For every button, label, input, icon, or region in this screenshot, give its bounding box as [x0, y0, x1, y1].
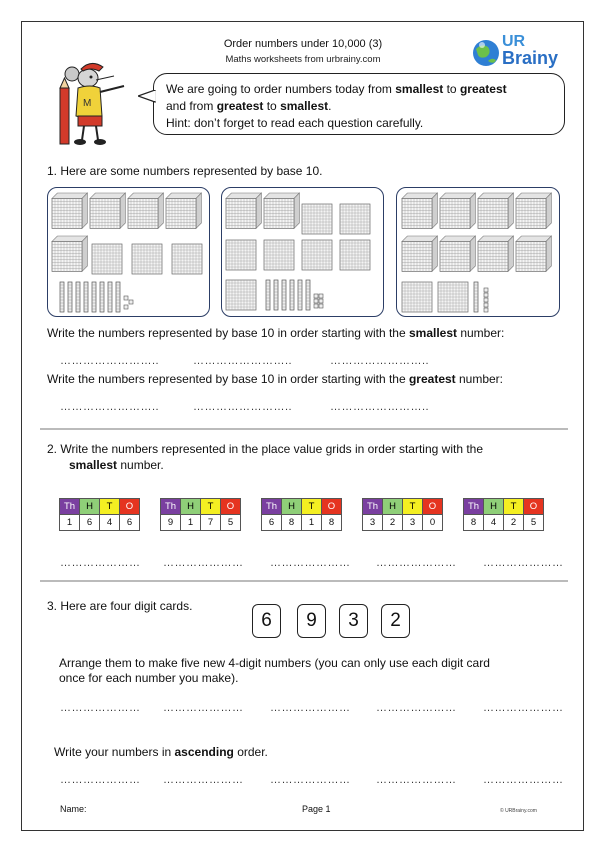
grid-header-cell: H	[382, 498, 403, 515]
thousand-cube	[440, 236, 475, 271]
bubble-bold-greatest: greatest	[459, 82, 507, 96]
page-number: Page 1	[302, 804, 331, 814]
prompt-text: number.	[117, 458, 164, 472]
q3-instruction-ascending	[54, 745, 268, 759]
hundred-square	[264, 240, 294, 270]
grid-header-cell: Th	[59, 498, 80, 515]
instruction-text: Write your numbers in	[54, 745, 175, 759]
grid-digit-cell: 3	[402, 514, 423, 531]
q1-instruction-greatest	[47, 372, 503, 386]
digit-card: 6	[252, 604, 281, 638]
answer-line[interactable]: …………………	[376, 557, 457, 569]
thousand-cube	[52, 193, 87, 228]
grid-digit-cell: 4	[99, 514, 120, 531]
unit-cube	[124, 296, 128, 300]
ten-rod	[116, 282, 120, 312]
place-value-grid	[59, 498, 139, 531]
ten-rod	[282, 280, 286, 310]
q1-instruction-smallest	[47, 326, 504, 340]
bubble-text: and from	[166, 99, 217, 113]
grid-header-cell: T	[200, 498, 221, 515]
thousand-cube	[166, 193, 201, 228]
grid-header-cell: T	[301, 498, 322, 515]
section-divider	[40, 428, 568, 430]
thousand-cube	[478, 193, 513, 228]
grid-header-cell: T	[503, 498, 524, 515]
thousand-cube	[128, 193, 163, 228]
answer-line[interactable]: …………………	[60, 702, 141, 714]
answer-line[interactable]: …………………	[270, 557, 351, 569]
answer-line[interactable]: ……………………..	[60, 401, 160, 413]
instruction-bold: greatest	[408, 372, 456, 386]
svg-text:M: M	[83, 98, 92, 109]
ten-rod	[100, 282, 104, 312]
answer-line[interactable]: ……………………..	[193, 401, 293, 413]
thousand-cube	[478, 236, 513, 271]
q3-instruction-line-1: Arrange them to make five new 4-digit numbers (you can only use each digit card	[59, 656, 490, 670]
thousand-cube	[516, 193, 551, 228]
hundred-square	[226, 280, 256, 310]
unit-cube	[484, 298, 488, 302]
bubble-bold-smallest: smallest	[280, 99, 329, 113]
answer-line[interactable]: ……………………..	[330, 355, 430, 367]
instruction-bold: ascending	[174, 745, 234, 759]
answer-line[interactable]: ……………………..	[193, 355, 293, 367]
ten-rod	[60, 282, 64, 312]
ten-rod	[108, 282, 112, 312]
bubble-text: to	[263, 99, 281, 113]
thousand-cube	[402, 236, 437, 271]
q3-instruction-line-2: once for each number you make).	[59, 671, 239, 685]
logo-text-ur: UR	[502, 33, 526, 50]
answer-line[interactable]: …………………	[60, 774, 141, 786]
hundred-square	[340, 240, 370, 270]
grid-digit-cell: 1	[180, 514, 201, 531]
hundred-square	[438, 282, 468, 312]
grid-header-cell: O	[220, 498, 241, 515]
answer-line[interactable]: ……………………..	[60, 355, 160, 367]
instruction-text: Write the numbers represented by base 10 in order starting with the	[47, 326, 409, 340]
q2-prompt-line-2	[69, 458, 164, 472]
grid-digit-cell: 8	[463, 514, 484, 531]
unit-cube	[314, 304, 318, 308]
thousand-cube	[516, 236, 551, 271]
grid-header-cell: O	[321, 498, 342, 515]
grid-digit-cell: 8	[281, 514, 302, 531]
copyright: © URBrainy.com	[500, 808, 537, 814]
grid-digit-cell: 6	[79, 514, 100, 531]
bubble-bold-smallest: smallest	[395, 82, 444, 96]
page-title: Order numbers under 10,000 (3)	[223, 38, 383, 50]
grid-header-cell: H	[483, 498, 504, 515]
instruction-text: number:	[455, 372, 504, 386]
thousand-cube	[52, 236, 87, 271]
grid-digit-cell: 4	[483, 514, 504, 531]
grid-digit-cell: 2	[382, 514, 403, 531]
hundred-square	[226, 240, 256, 270]
instruction-bold: smallest	[408, 326, 457, 340]
grid-header-cell: Th	[463, 498, 484, 515]
unit-cube	[319, 299, 323, 303]
grid-header-cell: Th	[362, 498, 383, 515]
ten-rod	[266, 280, 270, 310]
unit-cube	[319, 294, 323, 298]
ten-rod	[474, 282, 478, 312]
unit-cube	[484, 293, 488, 297]
place-value-grid	[160, 498, 240, 531]
answer-line[interactable]: …………………	[483, 774, 564, 786]
thousand-cube	[440, 193, 475, 228]
grid-header-cell: O	[422, 498, 443, 515]
grid-header-cell: H	[180, 498, 201, 515]
place-value-grid	[261, 498, 341, 531]
instruction-text: order.	[233, 745, 268, 759]
unit-cube	[314, 294, 318, 298]
answer-line[interactable]: …………………	[270, 774, 351, 786]
place-value-grid	[463, 498, 543, 531]
bubble-bold-greatest: greatest	[216, 99, 264, 113]
grid-digit-cell: 1	[301, 514, 322, 531]
grid-digit-cell: 3	[362, 514, 383, 531]
answer-line[interactable]: …………………	[483, 702, 564, 714]
answer-line[interactable]: …………………	[270, 702, 351, 714]
q2-prompt: 2. Write the numbers represented in the place value grids in order starting with the	[47, 442, 484, 456]
grid-header-cell: Th	[160, 498, 181, 515]
grid-header-cell: T	[99, 498, 120, 515]
name-label: Name:	[60, 804, 87, 814]
ten-rod	[290, 280, 294, 310]
grid-digit-cell: 8	[321, 514, 342, 531]
digit-card: 9	[297, 604, 326, 638]
grid-digit-cell: 0	[422, 514, 443, 531]
ten-rod	[274, 280, 278, 310]
ten-rod	[76, 282, 80, 312]
answer-line[interactable]: …………………	[376, 702, 457, 714]
bubble-line-3: Hint: don’t forget to read each question carefully.	[166, 116, 424, 130]
prompt-bold: smallest	[69, 458, 118, 472]
grid-digit-cell: 5	[523, 514, 544, 531]
hundred-square	[302, 240, 332, 270]
ten-rod	[306, 280, 310, 310]
thousand-cube	[90, 193, 125, 228]
hundred-square	[92, 244, 122, 274]
grid-digit-cell: 7	[200, 514, 221, 531]
ten-rod	[298, 280, 302, 310]
grid-header-cell: Th	[261, 498, 282, 515]
grid-digit-cell: 1	[59, 514, 80, 531]
thousand-cube	[226, 193, 261, 228]
ten-rod	[68, 282, 72, 312]
unit-cube	[319, 304, 323, 308]
hundred-square	[302, 204, 332, 234]
ten-rod	[84, 282, 88, 312]
answer-line[interactable]: …………………	[163, 774, 244, 786]
bubble-text: .	[328, 99, 332, 113]
digit-card: 3	[339, 604, 368, 638]
unit-cube	[484, 308, 488, 312]
base10-blocks	[0, 0, 606, 340]
grid-digit-cell: 6	[119, 514, 140, 531]
unit-cube	[484, 303, 488, 307]
grid-digit-cell: 6	[261, 514, 282, 531]
place-value-grid	[362, 498, 442, 531]
grid-header-cell: H	[281, 498, 302, 515]
section-divider	[40, 580, 568, 582]
thousand-cube	[264, 193, 299, 228]
grid-header-cell: O	[119, 498, 140, 515]
unit-cube	[314, 299, 318, 303]
answer-line[interactable]: …………………	[163, 702, 244, 714]
hundred-square	[172, 244, 202, 274]
unit-cube	[129, 300, 133, 304]
answer-line[interactable]: ……………………..	[330, 401, 430, 413]
unit-cube	[484, 288, 488, 292]
hundred-square	[132, 244, 162, 274]
bubble-text: to	[443, 82, 460, 96]
digit-card: 2	[381, 604, 410, 638]
unit-cube	[124, 305, 128, 309]
logo-text-brainy: Brainy	[502, 48, 559, 68]
bubble-text: We are going to order numbers today from	[166, 82, 396, 96]
grid-header-cell: O	[523, 498, 544, 515]
instruction-text: number:	[457, 326, 505, 340]
answer-line[interactable]: …………………	[376, 774, 457, 786]
page-subtitle: Maths worksheets from urbrainy.com	[225, 54, 381, 65]
instruction-text: Write the numbers represented by base 10 in order starting with the	[47, 372, 409, 386]
ten-rod	[92, 282, 96, 312]
q1-prompt: 1. Here are some numbers represented by base 10.	[47, 164, 323, 178]
grid-digit-cell: 9	[160, 514, 181, 531]
grid-header-cell: T	[402, 498, 423, 515]
hundred-square	[402, 282, 432, 312]
answer-line[interactable]: …………………	[60, 557, 141, 569]
thousand-cube	[402, 193, 437, 228]
grid-digit-cell: 5	[220, 514, 241, 531]
answer-line[interactable]: …………………	[483, 557, 564, 569]
grid-digit-cell: 2	[503, 514, 524, 531]
grid-header-cell: H	[79, 498, 100, 515]
answer-line[interactable]: …………………	[163, 557, 244, 569]
hundred-square	[340, 204, 370, 234]
q3-prompt: 3. Here are four digit cards.	[47, 599, 193, 613]
